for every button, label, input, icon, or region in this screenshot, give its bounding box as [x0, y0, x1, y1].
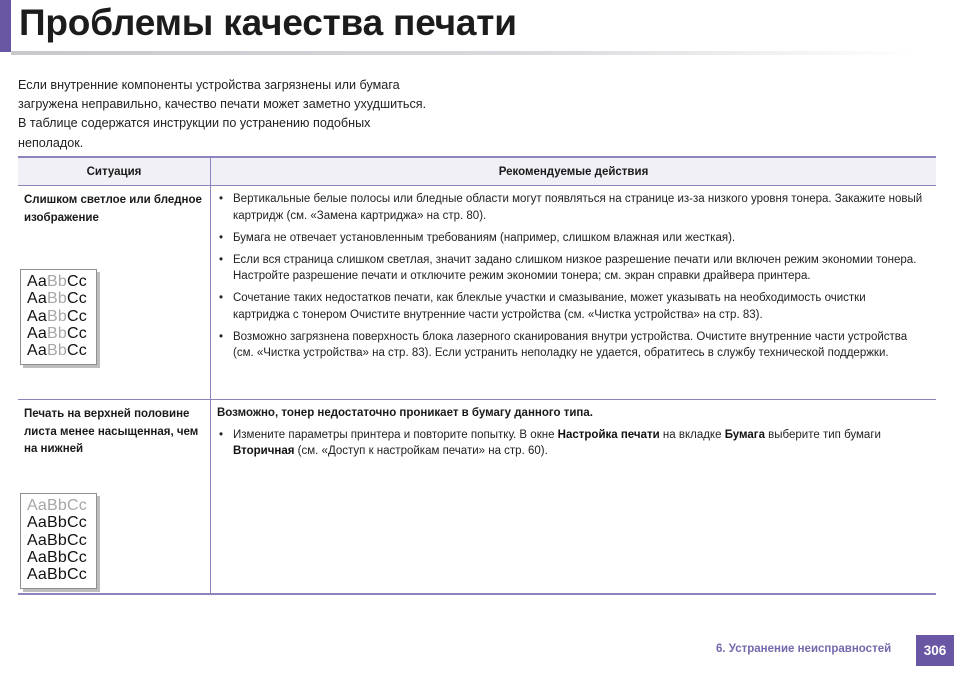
header-situation: Ситуация — [86, 165, 142, 178]
sample-line: AaBbCc — [27, 531, 87, 549]
sample-line: AaBbCc — [27, 497, 87, 514]
sample-line: AaBbCc — [27, 324, 87, 342]
cause-text: Возможно, тонер недостаточно проникает в бумагу данного типа. — [217, 407, 593, 419]
actions-list — [217, 427, 924, 460]
list-item: • Измените параметры принтера и повторите попытку. В окне Настройка печати на вкладке Бумага выберите тип бумаги Вторичная (см. «Доступ к настройкам печати» на стр. 60). — [219, 428, 881, 457]
list-item: • Бумага не отвечает установленным требованиям (например, слишком влажная или жесткая). — [219, 231, 736, 244]
page-title: Проблемы качества печати — [19, 2, 517, 43]
table-header — [18, 156, 936, 185]
intro-line: Если внутренние компоненты устройства загрязнены или бумага — [18, 78, 400, 92]
situation-text: Печать на верхней половине листа менее насыщенная, чем на нижней — [24, 408, 199, 455]
intro-line: загружена неправильно, качество печати может заметно ухудшиться. — [18, 97, 427, 112]
sample-line: AaBbCc — [27, 342, 87, 360]
title-divider — [11, 51, 916, 55]
intro-paragraph — [18, 76, 478, 153]
sample-line: AaBbCc — [27, 514, 87, 532]
list-item: • Вертикальные белые полосы или бледные области могут появляться на странице из-за низкого уровня тонера. Закажите новый картридж (см. «Замена картриджа» на стр. 80). — [219, 193, 923, 222]
actions-list — [217, 191, 924, 362]
actions-cell — [210, 400, 936, 593]
print-sample-light — [20, 269, 97, 365]
sample-line: AaBbCc — [27, 290, 87, 308]
page-number: 306 — [916, 635, 954, 666]
situation-text: Слишком светлое или бледное изображение — [24, 194, 202, 224]
situation-cell — [18, 400, 210, 593]
print-sample-uneven — [20, 493, 97, 589]
chapter-label: 6. Устранение неисправностей — [716, 643, 892, 655]
actions-cell — [210, 186, 936, 399]
list-item: • Сочетание таких недостатков печати, как блеклые участки и смазывание, может указывать на необходимость очистки картриджа с тонером Очистите внутренние части устройства (см. «Чистка устройства» на стр. 83). — [219, 292, 866, 321]
situation-cell — [18, 186, 210, 399]
sample-line: AaBbCc — [27, 273, 87, 290]
header-actions: Рекомендуемые действия — [210, 158, 936, 185]
table-row — [18, 185, 936, 399]
list-item: • Возможно загрязнена поверхность блока лазерного сканирования внутри устройства. Очистите внутренние части устройства (см. «Чистка устройства» на стр. 83). Если устранить неполадку не удается, обратитесь в службу технической поддержки. — [219, 330, 908, 359]
intro-line: неполадок. — [18, 135, 84, 150]
intro-line: В таблице содержатся инструкции по устранению подобных — [18, 116, 371, 131]
accent-bar — [0, 0, 11, 52]
sample-line: AaBbCc — [27, 548, 87, 566]
list-item: • Если вся страница слишком светлая, значит задано слишком низкое разрешение печати или включен режим экономии тонера. Настройте разрешение печати и отключите режим экономии тонера; см. экран справки драйвера принтера. — [219, 253, 917, 282]
sample-line: AaBbCc — [27, 307, 87, 325]
sample-line: AaBbCc — [27, 566, 87, 584]
troubleshooting-table — [18, 156, 936, 595]
table-row — [18, 399, 936, 595]
